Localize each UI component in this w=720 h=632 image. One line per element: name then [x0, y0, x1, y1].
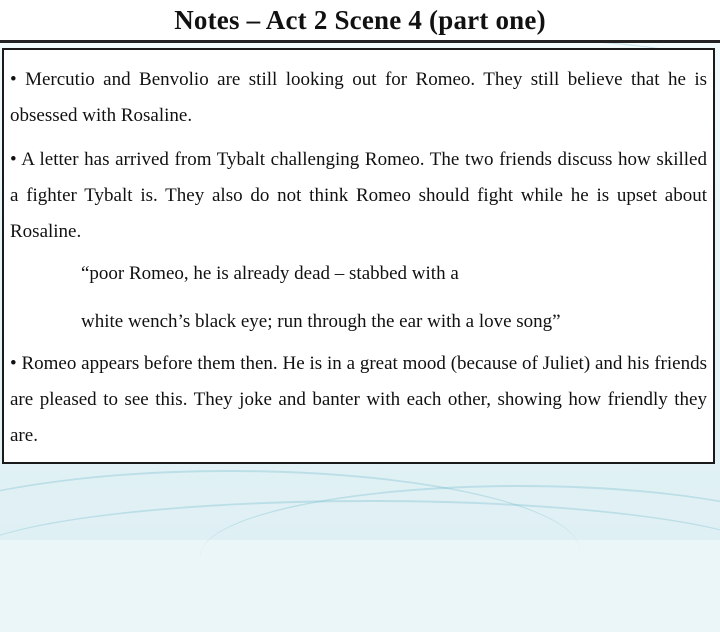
title-divider	[0, 40, 720, 43]
quote-line: white wench’s black eye; run through the ear with a love song”	[81, 311, 561, 332]
paragraph-spacer	[10, 134, 707, 142]
notes-content-box	[2, 48, 715, 464]
slide-header	[0, 0, 720, 40]
quote-line: “poor Romeo, he is already dead – stabbed with a	[81, 263, 459, 284]
bullet-paragraph: • Romeo appears before them then. He is in a great mood (because of Juliet) and his friends are pleased to see this. They joke and banter with each other, showing how friendly they are.	[10, 353, 707, 446]
bullet-paragraph: • Mercutio and Benvolio are still looking out for Romeo. They still believe that he is obsessed with Rosaline.	[10, 69, 707, 126]
slide-title: Notes – Act 2 Scene 4 (part one)	[174, 4, 546, 35]
bullet-paragraph: • A letter has arrived from Tybalt challenging Romeo. The two friends discuss how skilled a fighter Tybalt is. They also do not think Romeo should fight while he is upset about Rosaline.	[10, 149, 707, 242]
